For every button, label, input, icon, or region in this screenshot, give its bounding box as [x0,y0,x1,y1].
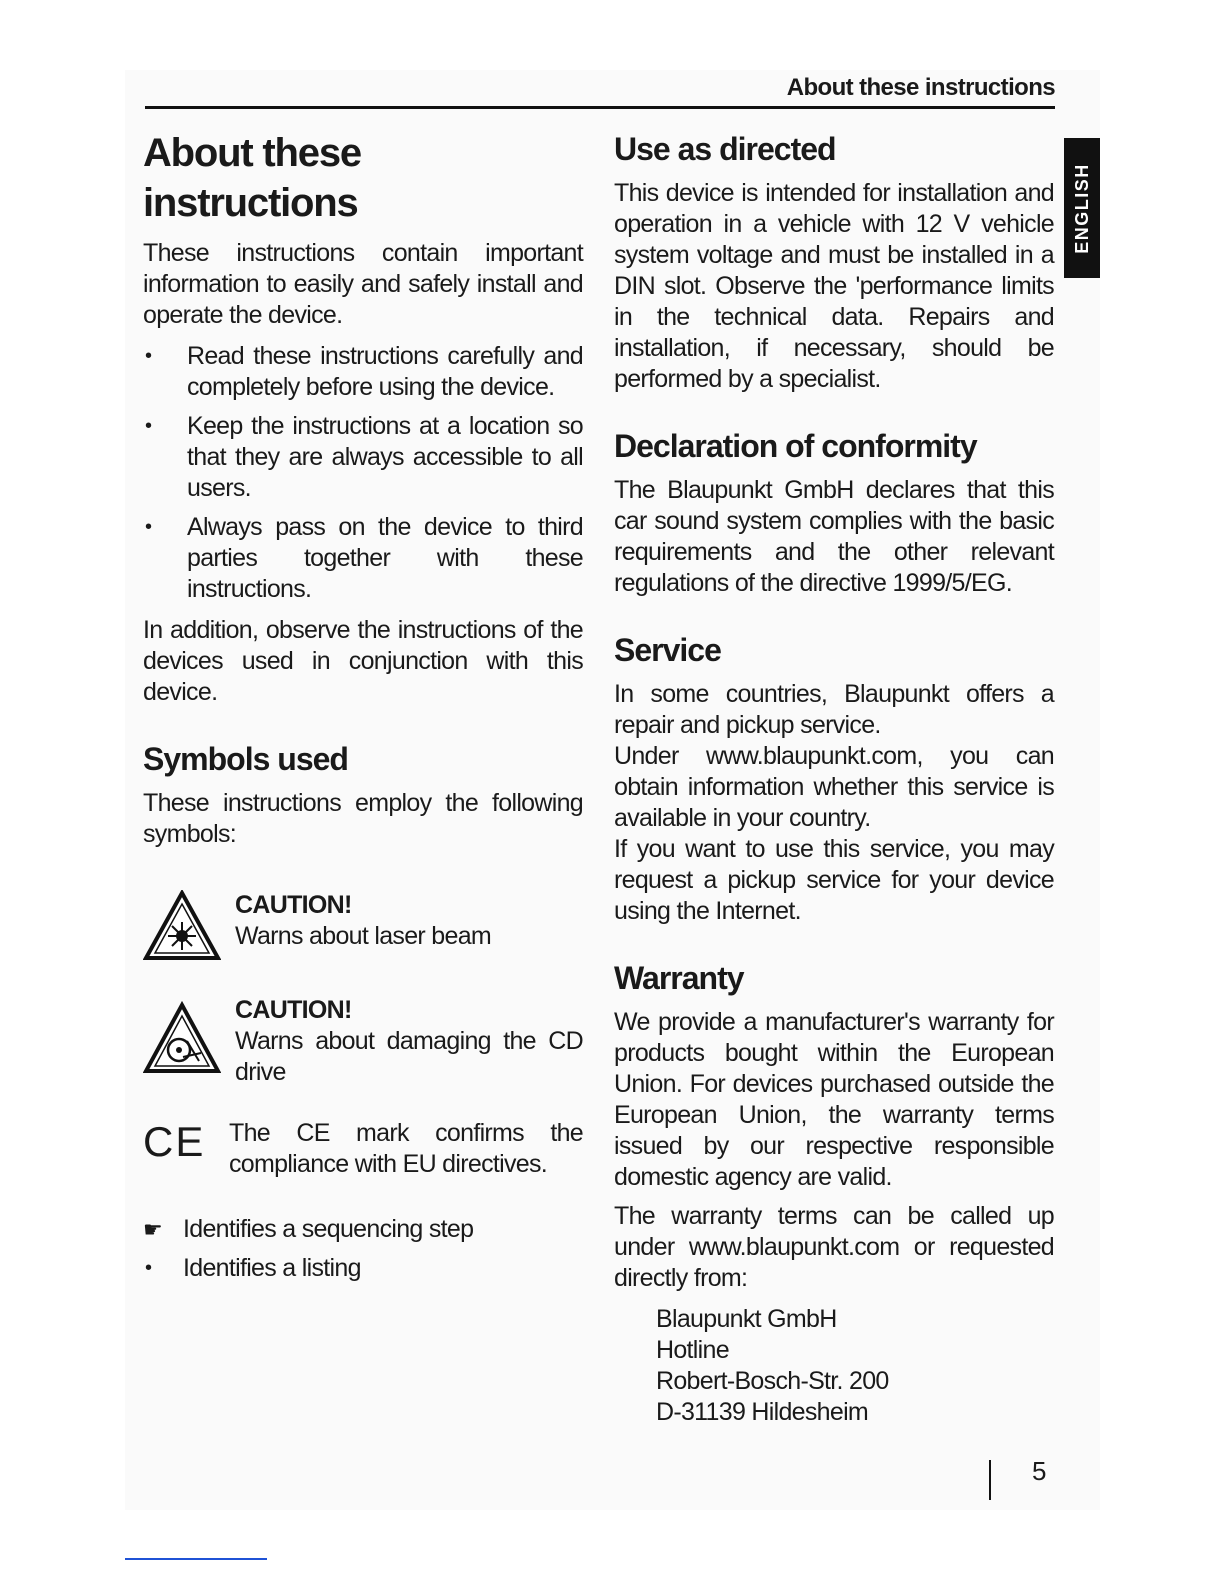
ce-mark-text: The CE mark confirms the compliance with EU directives. [229,1119,583,1178]
pointing-hand-icon: ☛ [143,1217,163,1242]
list-item: • Always pass on the device to third parties together with these instructions. [143,512,583,605]
warranty-section [614,957,1054,1428]
left-column [143,128,583,1284]
address-line: Robert-Bosch-Str. 200 [656,1367,889,1395]
caution-label: CAUTION! [235,996,352,1024]
page-number-rule [989,1460,991,1500]
step-legend-text: Identifies a sequencing step [183,1215,474,1243]
bullet-icon: • [145,1257,152,1279]
service-title: Service [614,632,721,668]
listing-legend-text: Identifies a listing [183,1254,361,1282]
caution-text: Warns about laser beam [235,922,492,950]
listing-legend [143,1253,583,1284]
warranty-title: Warranty [614,960,744,996]
conformity-text: The Blaupunkt GmbH declares that this car sound system complies with the basic requirements and the other relevant regulations of the directive 1999/5/EG. [614,476,1054,597]
laser-caution [143,890,583,967]
service-section [614,629,1054,927]
cd-warning-icon [143,995,235,1080]
laser-warning-icon [143,890,235,967]
page-number: 5 [1032,1456,1047,1486]
addition-paragraph: In addition, observe the instructions of the devices used in conjunction with this device. [143,616,583,706]
language-tab [1064,138,1100,278]
ce-mark-icon: CE [143,1118,206,1165]
address-line: Blaupunkt GmbH [656,1305,837,1333]
cd-caution [143,995,583,1088]
symbols-title: Symbols used [143,741,348,777]
address-block [656,1304,1054,1428]
warranty-text: We provide a manufacturer's warranty for products bought within the European Union. For devices purchased outside the European Union, the warranty terms issued by our respective responsible domestic agency are valid. [614,1008,1054,1191]
intro-paragraph: These instructions contain important information to easily and safely install and operate the device. [143,239,583,329]
service-text: If you want to use this service, you may request a pickup service for your device using the Internet. [614,835,1054,925]
running-header: About these instructions [786,74,1055,101]
conformity-title: Declaration of conformity [614,428,977,464]
use-title: Use as directed [614,131,836,167]
symbols-intro: These instructions employ the following symbols: [143,789,583,848]
use-text: This device is intended for installation and operation in a vehicle with 12 V vehicle system voltage and must be installed in a DIN slot. Observe the 'performance limits in the technical data. Repairs and installation, if necessary, should be performed by a specialist. [614,179,1054,393]
warranty-text: The warranty terms can be called up under www.blaupunkt.com or requested directly from: [614,1202,1054,1292]
right-column [614,128,1054,1428]
caution-text: Warns about damaging the CD drive [235,1027,583,1086]
caution-label: CAUTION! [235,891,352,919]
address-line: D-31139 Hildesheim [656,1398,869,1426]
instructions-list [143,341,583,605]
service-text: Under www.blaupunkt.com, you can obtain information whether this service is available in your country. [614,742,1054,832]
symbols-section [143,738,583,1284]
list-item: • Read these instructions carefully and completely before using the device. [143,341,583,403]
page-title: About these instructions [143,131,361,225]
service-text: In some countries, Blaupunkt offers a repair and pickup service. [614,680,1054,739]
list-item: • Keep the instructions at a location so that they are always accessible to all users. [143,411,583,504]
language-tab-label: ENGLISH [1071,162,1092,254]
address-line: Hotline [656,1336,729,1364]
header-rule [145,106,1055,109]
ce-mark-row [143,1118,583,1180]
conformity-section [614,425,1054,599]
bottom-accent-line [125,1558,267,1560]
step-legend [143,1214,583,1245]
